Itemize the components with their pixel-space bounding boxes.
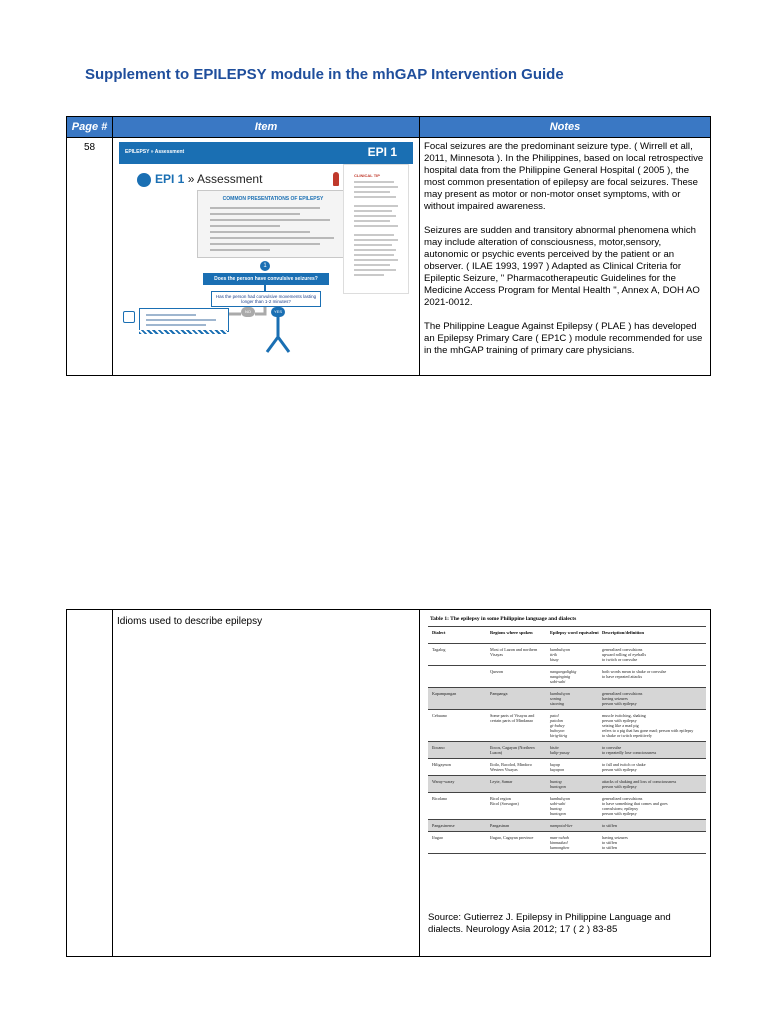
dialect-header-cell: Regions where spoken <box>490 630 533 635</box>
dialect-cell: Some parts of Visayas and certain parts of Mindanao <box>490 713 535 723</box>
epi-heading-code: EPI 1 <box>155 172 185 186</box>
dialect-cell: having seizures to stiffen to stiffen <box>602 835 628 850</box>
dialect-cell: generalized convulsions to have something that comes and goes convulsions; epilepsy person with epilepsy <box>602 796 668 816</box>
dialect-cell: man-ochah kinmaduol kamonghen <box>550 835 570 850</box>
table-header-row <box>67 117 711 138</box>
dialect-header-cell: Dialect <box>432 630 446 635</box>
dialect-cell: Bicol region Bicol (Sorsogon) <box>490 796 519 806</box>
dialect-cell: Cebuano <box>432 713 447 718</box>
dialect-cell: patol patolan gi-buhey buhoyon kirig-kirig <box>550 713 568 738</box>
dialect-table-caption: Table 1: The epilepsy in some Philippine language and dialects <box>430 616 577 622</box>
dialect-cell: Ilocos, Cagayan (Northern Luzon) <box>490 745 535 755</box>
dialect-cell: Pampanga <box>490 691 508 696</box>
dialect-cell: Pangasinense <box>432 823 455 828</box>
dialect-cell: kisiiv kalip-pusuy <box>550 745 570 755</box>
item-cell <box>113 138 420 376</box>
dialect-cell: to fall and twitch or shake person with epilepsy <box>602 762 646 772</box>
notes-paragraph: The Philippine League Against Epilepsy ( PLAE ) has developed an Epilepsy Primary Care ( EP1C ) module recommended for use in the mhGAP training of primary care physicians. <box>424 321 703 356</box>
dialect-cell: Ilocano <box>432 745 445 750</box>
dialect-row <box>428 792 706 819</box>
dialect-table-image <box>424 616 704 935</box>
epi-heading-word: Assessment <box>197 172 263 186</box>
dialect-cell: muscle twitching, shaking person with epilepsy seizing like a mad pig refers to a pig that has gone mad; person with epilepsy to shake or twitch repetitively <box>602 713 694 738</box>
page-number-cell <box>67 610 113 957</box>
common-presentations-title: COMMON PRESENTATIONS OF EPILEPSY <box>222 196 324 202</box>
notes-cell <box>420 138 711 376</box>
dialect-cell: Tagalog <box>432 647 446 652</box>
dialect-header-cell: Description/definition <box>602 630 645 635</box>
dialect-header-row <box>428 626 706 643</box>
dialect-cell: nampotal-ker <box>550 823 573 828</box>
yes-branch: YES <box>271 307 285 317</box>
dialect-cell: Waray-waray <box>432 779 455 784</box>
dialect-cell: kuyap kuyapon <box>550 762 565 772</box>
dialect-rows <box>428 626 706 854</box>
dialect-row <box>428 775 706 792</box>
epi-code-badge: EPI 1 <box>367 145 397 159</box>
no-branch: NO <box>241 307 255 317</box>
dialect-row <box>428 687 706 709</box>
dialect-cell: Bicolano <box>432 796 448 801</box>
question-convulsive: Does the person have convulsive seizures? <box>203 273 329 285</box>
dialect-cell: Ifugao, Cagayan province <box>490 835 534 840</box>
table-row <box>67 610 711 957</box>
header-page-number: Page # <box>67 117 113 138</box>
dialect-bottom-rule <box>428 853 706 854</box>
dialect-cell: Leyte, Samar <box>490 779 513 784</box>
header-notes: Notes <box>420 117 711 138</box>
dialect-cell: kumbulsyon sabi-sabi buntog buntogon <box>550 796 571 816</box>
dialect-cell: to convulse to repeatedly lose consciousness <box>602 745 657 755</box>
dialect-cell: Ifugao <box>432 835 443 840</box>
dialect-row <box>428 819 706 831</box>
dialect-cell: Kapampangan <box>432 691 457 696</box>
clinical-tip-title: CLINICAL TIP <box>354 173 380 178</box>
dialect-cell: Quezon <box>490 669 504 674</box>
dialect-cell: Iloilo, Bacolod, Mindoro Western Visayas <box>490 762 532 772</box>
dialect-row <box>428 643 706 665</box>
notes-paragraph: Focal seizures are the predominant seizure type. ( Wirrell et all, 2011, Minnesota ). In the Philippines, based on local retrospective hospital data from the Philippine General Hospital ( 2005 ), the most common presentation of epilepsy are focal seizures. These may present as motor or non-motor onset symptoms, with or without impaired awareness. <box>424 141 704 212</box>
dialect-cell: attacks of shaking and loss of consciousness person with epilepsy <box>602 779 677 789</box>
dialect-cell: generalized convulsions upward rolling of eyeballs to twitch or convulse <box>602 647 647 662</box>
source-citation: Source: Gutierrez J. Epilepsy in Philippine Language and dialects. Neurology Asia 2012; 17 ( 2 ) 83-85 <box>428 912 671 935</box>
dialect-row <box>428 709 706 741</box>
dialect-row <box>428 831 706 853</box>
dialect-row <box>428 665 706 687</box>
dialect-cell: both words mean to shake or convulse to have repeated attacks <box>602 669 667 679</box>
page-number-cell: 58 <box>67 138 113 376</box>
dialect-cell: buntog buntogon <box>550 779 566 789</box>
dialect-cell: Hiligaynon <box>432 762 451 767</box>
notes-paragraph: Seizures are sudden and transitory abnormal phenomena which may include alteration of consciousness, motor,sensory, autonomic or psychic events perceived by the patient or an observer. ( ILAE 1993, 1997 ) Adapted as Clinical Criteria for Epileptic Seizure, " Pharmacotherapeutic Guidelines for the Medicine Access Program for Mental Health ", Annex A, DOH AO 2021-0012. <box>424 225 700 308</box>
dialect-row <box>428 741 706 758</box>
item-cell: Idioms used to describe epilepsy <box>113 610 420 957</box>
dialect-cell: Pangasinan <box>490 823 510 828</box>
document-title: Supplement to EPILEPSY module in the mhGAP Intervention Guide <box>85 66 564 83</box>
epi-assessment-image <box>119 142 413 362</box>
dialect-cell: kumbulsyon soning sisoning <box>550 691 571 706</box>
header-item: Item <box>113 117 420 138</box>
dialect-cell: kumbulsyon tirik kisay <box>550 647 571 662</box>
dialect-row <box>428 758 706 775</box>
dialect-cell: nangangaligkig nanginginig sabi-sabi <box>550 669 577 684</box>
supplement-table-1 <box>66 116 711 376</box>
notes-cell <box>420 610 711 957</box>
epi-breadcrumb: EPILEPSY » Assessment <box>125 149 185 155</box>
flow-connectors <box>119 142 413 362</box>
table-row <box>67 138 711 376</box>
supplement-table-2 <box>66 609 711 957</box>
question-duration: Has the person had convulsive movements lasting longer than 1-2 minutes? <box>211 291 321 307</box>
dialect-cell: Most of Luzon and northern Visayas <box>490 647 538 657</box>
dialect-cell: generalized convulsions having seizures person with epilepsy <box>602 691 643 706</box>
epi-heading: EPI 1 » Assessment <box>137 172 262 187</box>
dialect-header-cell: Epilepsy word equivalent <box>550 630 599 635</box>
dialect-cell: to stiffen <box>602 823 617 828</box>
step-number: 1 <box>260 261 270 271</box>
